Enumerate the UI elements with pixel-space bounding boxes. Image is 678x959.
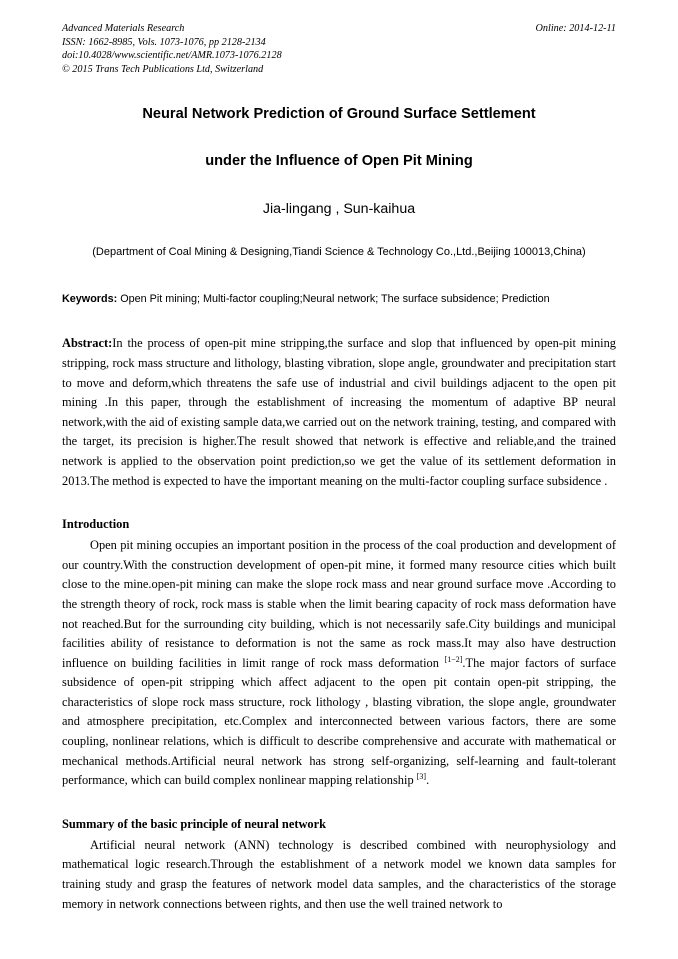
online-date: Online: 2014-12-11 <box>535 23 616 34</box>
page-header <box>62 22 616 76</box>
paragraph-text-part-1: Artificial neural network (ANN) technology is described combined with neurophysiology and mathematical logic research.Through the establishment of a network model we known data samples for training study and grasp the features of network model data samples, and the characteristics of the storage memory in network connections between rights, and then use the well trained network to <box>62 837 616 911</box>
issn-line: ISSN: 1662-8985, Vols. 1073-1076, pp 2128-2134 <box>62 36 266 48</box>
paragraph-introduction <box>62 536 616 791</box>
paragraph-text-part-1: Open pit mining occupies an important position in the process of the coal production and development of our country.With the construction development of open-pit mine, it formed many resource cities which built close to the mine.open-pit mining can make the slope rock mass and near ground surface move .According to the strength theory of rock, rock mass is stable when the limit bearing capacity of rock mass deformation have not reached.But for the surrounding city building, which is not necessarily safe.City buildings and municipal facilities ability of resistance to deformation is not the same as rock mass.It may also have destruction influence on building facilities in limit range of rock mass deformation <box>62 538 616 670</box>
affiliation: (Department of Coal Mining & Designing,Tiandi Science & Technology Co.,Ltd.,Beijing 100013,China) <box>92 246 586 259</box>
title-line-1: Neural Network Prediction of Ground Surface Settlement <box>142 106 536 123</box>
paragraph-text-part-2: .The major factors of surface subsidence of open-pit stripping which affect adjacent to the open pit contain open-pit stripping, the characteristics of slope rock mass structure, rock lithology , blasting vibration, the slope angle, groundwater and atmosphere precipitation, etc.Complex and interconnected between various factors, there are some coupling, nonlinear relations, which is difficult to describe comprehensive and accurate with mathematical or mechanical methods.Artificial neural network has strong self-organizing, self-learning and fault-tolerant performance, which can build complex nonlinear mapping relationship <box>62 655 616 788</box>
page-title <box>62 104 616 171</box>
abstract-text: In the process of open-pit mine stripping,the surface and slop that influenced by open-pit mining stripping, rock mass structure and lithology, blasting vibration, slope angle, groundwater and precipitation start to move and deform,which threatens the safe use of industrial and civil buildings adjacent to the open pit mining .In this paper, through the establishment of increasing the momentum of adaptive BP neural network,with the aid of existing sample data,we carried out on the network training, testing, and compared with the target, its precision is higher.The result showed that network is effective and reliable,and the trained network is applied to the observation point prediction,so we get the value of its settlement deformation in 2013.The method is expected to have the important meaning on the multi-factor coupling surface subsidence . <box>62 336 616 488</box>
section-heading-introduction: Introduction <box>62 517 130 532</box>
title-line-2: under the Influence of Open Pit Mining <box>205 153 473 170</box>
abstract-block <box>62 334 616 491</box>
keywords-block <box>62 290 616 308</box>
keywords-text: Open Pit mining; Multi-factor coupling;Neural network; The surface subsidence; Prediction <box>120 293 550 306</box>
section-heading-summary: Summary of the basic principle of neural network <box>62 816 326 831</box>
paragraph-summary <box>62 836 616 914</box>
author-list: Jia-lingang , Sun-kaihua <box>262 201 416 218</box>
citation-ref-1: [1−2] <box>444 654 463 664</box>
abstract-label: Abstract: <box>62 336 113 351</box>
citation-ref-2: [3] <box>416 772 427 782</box>
copyright-line: © 2015 Trans Tech Publications Ltd, Switzerland <box>62 63 264 75</box>
header-left-block <box>62 22 282 76</box>
paragraph-text-part-3: . <box>426 773 430 788</box>
journal-name: Advanced Materials Research <box>62 23 185 34</box>
keywords-label: Keywords: <box>62 293 118 306</box>
doi-line: doi:10.4028/www.scientific.net/AMR.1073-1076.2128 <box>62 50 282 62</box>
